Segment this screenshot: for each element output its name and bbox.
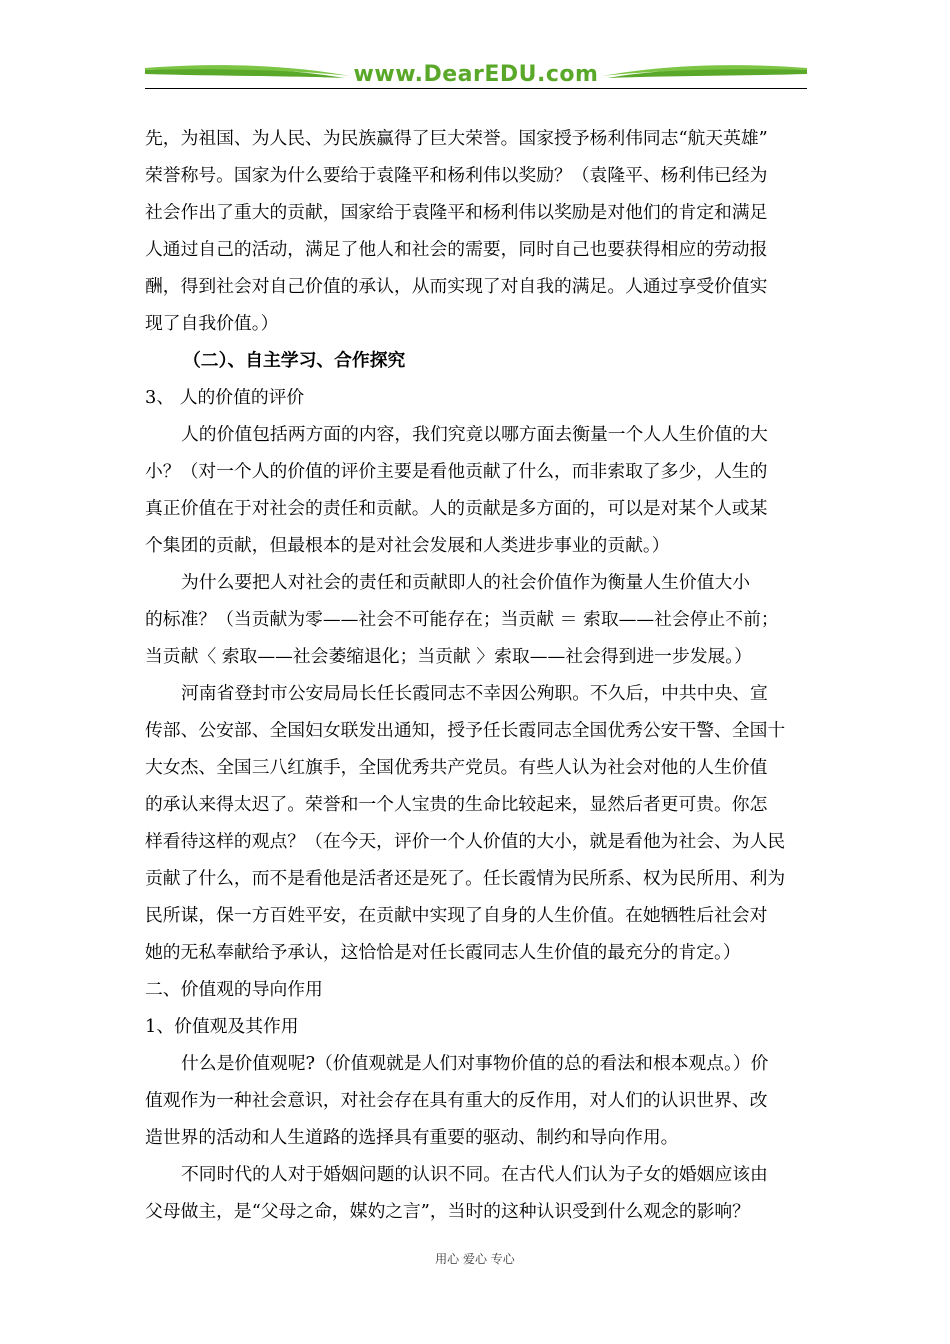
site-logo-text: www.DearEDU.com <box>353 62 599 87</box>
text-line: 现了自我价值。） <box>145 313 279 334</box>
text-line: 的标准？（当贡献为零——社会不可能存在；当贡献 ＝ 索取——社会停止不前； <box>145 609 779 630</box>
text-line: 先，为祖国、为人民、为民族赢得了巨大荣誉。国家授予杨利伟同志“航天英雄” <box>145 128 768 149</box>
text-line: 值观作为一种社会意识，对社会存在具有重大的反作用，对人们的认识世界、改 <box>145 1090 768 1111</box>
text-line: 什么是价值观呢?（价值观就是人们对事物价值的总的看法和根本观点。）价 <box>181 1053 769 1074</box>
text-line: 她的无私奉献给予承认，这恰恰是对任长霞同志人生价值的最充分的肯定。） <box>145 942 741 963</box>
text-line: 社会作出了重大的贡献，国家给于袁隆平和杨利伟以奖励是对他们的肯定和满足 <box>145 202 768 223</box>
subsection-heading: 3、 人的价值的评价 <box>145 387 305 408</box>
text-line: 造世界的活动和人生道路的选择具有重要的驱动、制约和导向作用。 <box>145 1127 679 1148</box>
section-heading: 二、价值观的导向作用 <box>145 979 323 1000</box>
text-line: 真正价值在于对社会的责任和贡献。人的贡献是多方面的，可以是对某个人或某 <box>145 498 768 519</box>
text-line: 个集团的贡献，但最根本的是对社会发展和人类进步事业的贡献。） <box>145 535 670 556</box>
text-line: 的承认来得太迟了。荣誉和一个人宝贵的生命比较起来，显然后者更可贵。你怎 <box>145 794 768 815</box>
text-line: 当贡献〈 索取——社会萎缩退化；当贡献 〉索取——社会得到进一步发展。） <box>145 646 752 667</box>
text-line: 民所谋，保一方百姓平安，在贡献中实现了自身的人生价值。在她牺牲后社会对 <box>145 905 768 926</box>
subsection-heading: 1、价值观及其作用 <box>145 1016 299 1037</box>
text-line: 小？（对一个人的价值的评价主要是看他贡献了什么，而非索取了多少，人生的 <box>145 461 768 482</box>
page-footer: 用心 爱心 专心 <box>435 1252 515 1266</box>
page-header <box>145 56 807 96</box>
text-line: 传部、公安部、全国妇女联发出通知，授予任长霞同志全国优秀公安干警、全国十 <box>145 720 786 741</box>
document-body <box>145 120 810 1230</box>
text-line: 大女杰、全国三八红旗手，全国优秀共产党员。有些人认为社会对他的人生价值 <box>145 757 768 778</box>
text-line: 样看待这样的观点？（在今天，评价一个人价值的大小，就是看他为社会、为人民 <box>145 831 786 852</box>
text-line: 荣誉称号。国家为什么要给于袁隆平和杨利伟以奖励？（袁隆平、杨利伟已经为 <box>145 165 768 186</box>
text-line: 贡献了什么，而不是看他是活者还是死了。任长霞情为民所系、权为民所用、利为 <box>145 868 786 889</box>
text-line: 河南省登封市公安局局长任长霞同志不幸因公殉职。不久后，中共中央、宣 <box>181 683 768 704</box>
text-line: 人通过自己的活动，满足了他人和社会的需要，同时自己也要获得相应的劳动报 <box>145 239 768 260</box>
text-line: 父母做主，是“父母之命，媒妁之言”，当时的这种认识受到什么观念的影响？ <box>145 1201 750 1222</box>
text-line: 酬，得到社会对自己价值的承认，从而实现了对自我的满足。人通过享受价值实 <box>145 276 768 297</box>
section-heading: （二）、自主学习、合作探究 <box>183 350 406 371</box>
text-line: 人的价值包括两方面的内容，我们究竟以哪方面去衡量一个人人生价值的大 <box>181 424 768 445</box>
text-line: 为什么要把人对社会的责任和贡献即人的社会价值作为衡量人生价值大小 <box>181 572 751 593</box>
header-divider <box>145 88 807 89</box>
text-line: 不同时代的人对于婚姻问题的认识不同。在古代人们认为子女的婚姻应该由 <box>181 1164 768 1185</box>
